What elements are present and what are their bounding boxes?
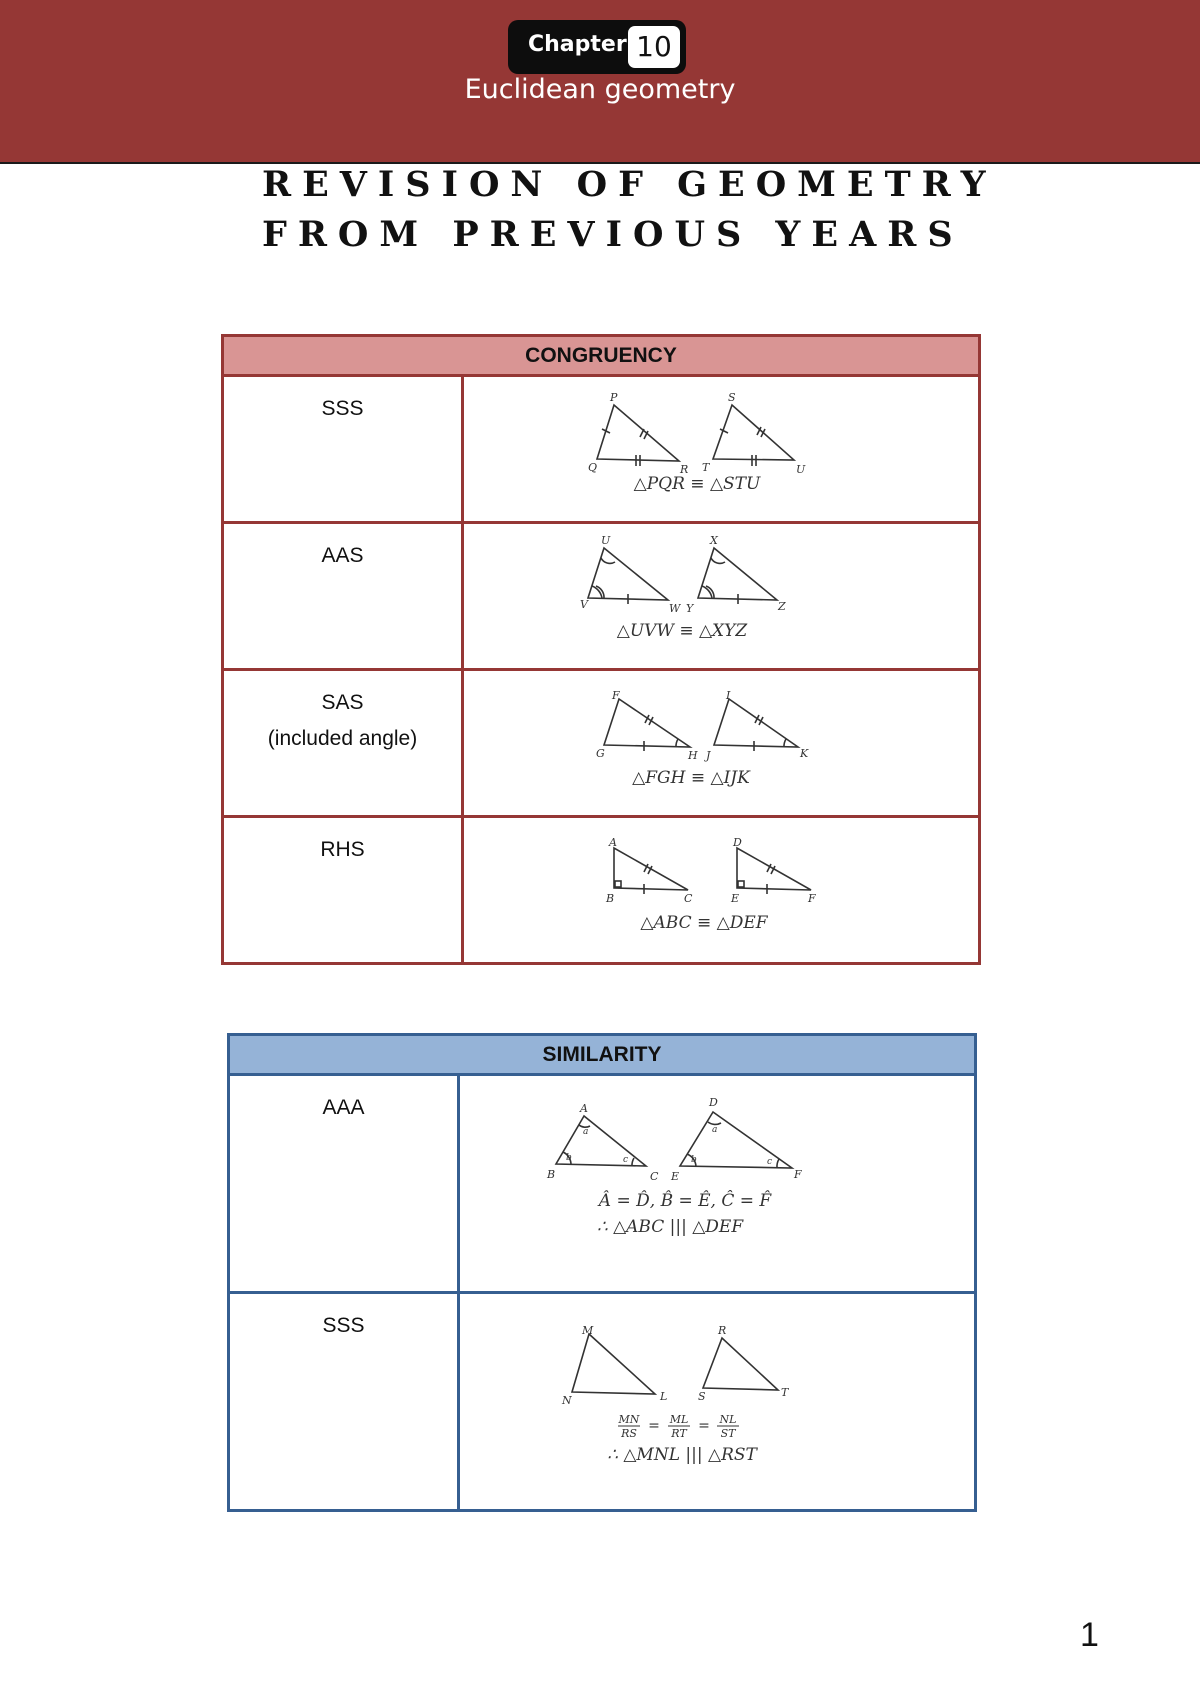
congruency-table <box>221 334 981 965</box>
vertex-label: C <box>650 1170 659 1183</box>
ratio-denominator: RT <box>671 1427 687 1440</box>
vertex-label: C <box>684 892 693 905</box>
sas-congruence-figure <box>463 670 980 817</box>
vertex-label: P <box>610 391 618 404</box>
vertex-label: N <box>562 1394 572 1407</box>
rhs-congruence-figure <box>463 817 980 964</box>
similarity-statement: ∴ △MNL ||| △RST <box>607 1445 757 1465</box>
angle-mark: a <box>583 1127 589 1137</box>
vertex-label: Q <box>588 461 598 474</box>
vertex-label: T <box>781 1386 789 1399</box>
page-title-line-1: REVISION OF GEOMETRY <box>262 164 997 205</box>
page-number: 1 <box>1080 1616 1099 1654</box>
vertex-label: D <box>733 836 742 849</box>
vertex-label: X <box>710 534 718 547</box>
chapter-number: 10 <box>628 26 680 68</box>
svg-text:=: = <box>648 1418 660 1434</box>
congruence-statement: △FGH ≡ △IJK <box>632 768 750 788</box>
vertex-label: U <box>796 463 806 476</box>
similarity-row-sss <box>229 1293 976 1511</box>
vertex-label: M <box>582 1324 594 1337</box>
vertex-label: L <box>660 1390 668 1403</box>
ratio-numerator: ML <box>669 1413 689 1426</box>
congruence-statement: △UVW ≡ △XYZ <box>616 621 748 641</box>
congruency-heading: CONGRUENCY <box>223 336 980 376</box>
similarity-statement: ∴ △ABC ||| △DEF <box>596 1217 744 1237</box>
congruency-row-sas <box>223 670 980 817</box>
vertex-label: S <box>728 391 736 404</box>
side-ratio-equation <box>618 1413 739 1440</box>
row-label: AAA <box>229 1075 459 1293</box>
row-sublabel: (included angle) <box>267 727 418 750</box>
ratio-numerator: MN <box>618 1413 640 1426</box>
row-label: SAS (included angle) <box>223 670 463 817</box>
angle-mark: b <box>691 1155 697 1165</box>
svg-text:=: = <box>698 1418 710 1434</box>
vertex-label: H <box>688 749 698 762</box>
ratio-numerator: NL <box>719 1413 737 1426</box>
vertex-label: R <box>718 1324 727 1337</box>
vertex-label: V <box>580 598 588 611</box>
angle-mark: b <box>566 1153 572 1163</box>
angle-mark: c <box>767 1157 773 1167</box>
congruence-statement: △PQR ≡ △STU <box>633 474 761 494</box>
vertex-label: Z <box>778 600 786 613</box>
aaa-similarity-figure <box>459 1075 976 1293</box>
vertex-label: R <box>680 463 689 476</box>
vertex-label: Y <box>686 602 694 615</box>
vertex-label: G <box>596 747 605 760</box>
vertex-label: K <box>800 747 809 760</box>
chapter-header-band <box>0 0 1200 164</box>
chapter-subtitle: Euclidean geometry <box>464 74 736 105</box>
chapter-label: Chapter <box>528 32 627 57</box>
vertex-label: E <box>671 1170 680 1183</box>
vertex-label: F <box>808 892 816 905</box>
vertex-label: B <box>547 1168 556 1181</box>
angle-mark: a <box>712 1125 718 1135</box>
vertex-label: U <box>601 534 611 547</box>
vertex-label: S <box>698 1390 706 1403</box>
row-label: SSS <box>223 376 463 523</box>
vertex-label: B <box>606 892 615 905</box>
similarity-heading: SIMILARITY <box>229 1035 976 1075</box>
vertex-label: T <box>702 461 710 474</box>
vertex-label: F <box>612 689 620 702</box>
vertex-label: A <box>609 836 617 849</box>
similarity-row-aaa <box>229 1075 976 1293</box>
vertex-label: I <box>726 689 731 702</box>
vertex-label: W <box>669 602 681 615</box>
ratio-denominator: ST <box>720 1427 736 1440</box>
congruency-row-rhs <box>223 817 980 964</box>
vertex-label: J <box>706 749 711 762</box>
vertex-label: F <box>794 1168 802 1181</box>
aas-congruence-figure <box>463 523 980 670</box>
similarity-table <box>227 1033 977 1512</box>
vertex-label: E <box>731 892 740 905</box>
page-title-line-2: FROM PREVIOUS YEARS <box>262 214 964 255</box>
congruency-row-sss <box>223 376 980 523</box>
sss-similarity-figure <box>459 1293 976 1511</box>
angle-equality-statement: Â = D̂, B̂ = Ê, Ĉ = F̂ <box>598 1191 772 1211</box>
vertex-label: D <box>709 1096 718 1109</box>
row-label: AAS <box>223 523 463 670</box>
row-label: RHS <box>223 817 463 964</box>
congruency-row-aas <box>223 523 980 670</box>
sss-congruence-figure <box>463 376 980 523</box>
row-label: SSS <box>229 1293 459 1511</box>
vertex-label: A <box>580 1102 588 1115</box>
ratio-denominator: RS <box>621 1427 637 1440</box>
angle-mark: c <box>623 1155 629 1165</box>
congruence-statement: △ABC ≡ △DEF <box>640 913 768 933</box>
chapter-badge <box>508 20 686 74</box>
